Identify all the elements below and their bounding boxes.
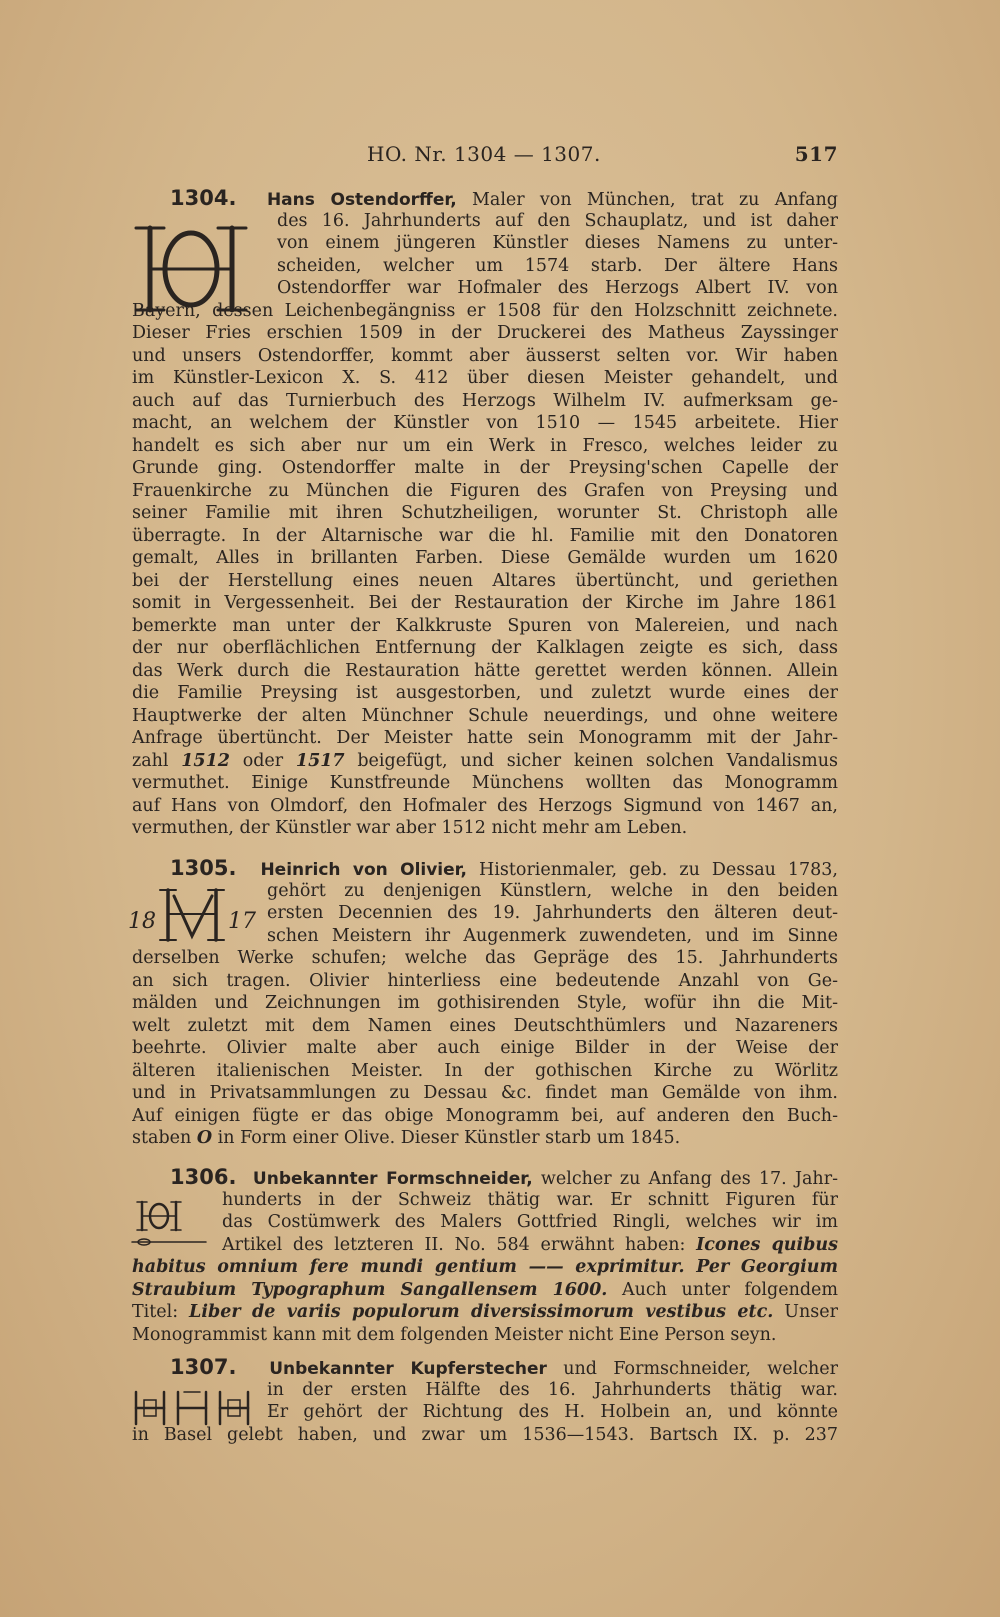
text-line: Monogrammist kann mit dem folgenden Meister nicht Eine Person seyn.: [132, 1324, 777, 1345]
text-line: und Formschneider, welcher: [563, 1359, 838, 1379]
text-line: Bayern, dessen Leichenbegängniss er 1508 für den Holzschnitt zeichnete.: [132, 300, 838, 321]
text-run: Auch unter folgendem: [607, 1279, 838, 1300]
text-line: Maler von München, trat zu Anfang: [471, 190, 838, 210]
italic-title: Liber de variis populorum diversissimorum vestibus etc.: [189, 1302, 774, 1322]
text-run: in Form einer Olive. Dieser Künstler starb um 1845.: [212, 1128, 681, 1148]
italic-year: 1512: [181, 750, 230, 771]
text-line: von einem jüngeren Künstler dieses Namens zu unter-: [277, 233, 838, 253]
italic-title: Icones quibus: [696, 1234, 838, 1255]
text-line: somit in Vergessenheit. Bei der Restauration der Kirche im Jahre 1861: [132, 593, 838, 613]
italic-letter: O: [196, 1128, 213, 1148]
text-line: in Basel gelebt haben, und zwar um 1536—1543. Bartsch IX. p. 237: [132, 1424, 838, 1445]
text-line: das Costümwerk des Malers Gottfried Ringli, welches wir im: [222, 1212, 838, 1232]
monogram-year-right: 17: [228, 909, 256, 934]
text-line: der nur oberflächlichen Entfernung der Kalklagen zeigte es sich, dass: [132, 638, 838, 658]
running-head-title: HO. Nr. 1304 — 1307.: [367, 142, 601, 166]
text-line: beehrte. Olivier malte aber auch einige Bilder in der Weise der: [132, 1038, 838, 1058]
text-line: schen Meistern ihr Augenmerk zuwendeten, und im Sinne: [267, 925, 838, 946]
text-line: Frauenkirche zu München die Figuren des Grafen von Preysing und: [132, 480, 838, 501]
text-line: welcher zu Anfang des 17. Jahr-: [540, 1169, 838, 1189]
text-line: an sich tragen. Olivier hinterliess eine bedeutende Anzahl von Ge-: [132, 970, 838, 991]
entry-number: 1306.: [170, 1166, 237, 1189]
text-run: Titel:: [132, 1302, 190, 1322]
page-number: 517: [794, 142, 838, 166]
text-line: derselben Werke schufen; welche das Gepräge des 15. Jahrhunderts: [132, 948, 838, 968]
entry-number: 1307.: [170, 1356, 237, 1379]
text-run: oder: [229, 750, 296, 771]
text-line: Auf einigen fügte er das obige Monogramm bei, auf anderen den Buch-: [132, 1105, 838, 1126]
entry-number: 1305.: [170, 857, 237, 880]
text-line: überragte. In der Altarnische war die hl. Familie mit den Donatoren: [132, 525, 838, 546]
text-line: scheiden, welcher um 1574 starb. Der ältere Hans: [277, 255, 838, 276]
entry-1304: [132, 187, 838, 840]
monogram-year-left: 18: [128, 909, 156, 934]
artist-name: Hans Ostendorffer,: [266, 190, 457, 210]
text-line: im Künstler-Lexicon X. S. 412 über diesen Meister gehandelt, und: [132, 368, 838, 388]
italic-year: 1517: [295, 750, 345, 771]
text-line: bemerkte man unter der Kalkkruste Spuren von Malereien, und nach: [132, 615, 838, 636]
text-line: [132, 1127, 838, 1150]
text-line: Hauptwerke der alten Münchner Schule neuerdings, und ohne weitere: [132, 705, 838, 726]
text-line: das Werk durch die Restauration hätte gerettet werden können. Allein: [132, 660, 838, 681]
text-line: mälden und Zeichnungen im gothisirenden Style, wofür ihn die Mit-: [132, 993, 838, 1013]
italic-title: habitus omnium fere mundi gentium —— exprimitur. Per Georgium: [132, 1257, 838, 1277]
text-line: seiner Familie mit ihren Schutzheiligen, worunter St. Christoph alle: [132, 503, 838, 523]
text-line: älteren italienischen Meister. In der gothischen Kirche zu Wörlitz: [132, 1060, 838, 1081]
text-line: Er gehört der Richtung des H. Holbein an, und könnte: [267, 1402, 838, 1422]
text-line: hunderts in der Schweiz thätig war. Er schnitt Figuren für: [222, 1189, 838, 1210]
text-line: und in Privatsammlungen zu Dessau &c. findet man Gemälde von ihm.: [132, 1083, 838, 1103]
text-line: [132, 1234, 838, 1257]
text-line: [132, 1256, 838, 1279]
text-line: auch auf das Turnierbuch des Herzogs Wilhelm IV. aufmerksam ge-: [132, 390, 838, 411]
entry-1305: [132, 857, 838, 1150]
text-run: staben: [132, 1128, 197, 1148]
text-line: Ostendorffer war Hofmaler des Herzogs Albert IV. von: [277, 278, 838, 298]
text-line: gemalt, Alles in brillanten Farben. Diese Gemälde wurden um 1620: [132, 548, 838, 568]
text-line: Historienmaler, geb. zu Dessau 1783,: [479, 860, 838, 880]
text-line: gehört zu denjenigen Künstlern, welche in den beiden: [267, 880, 838, 901]
text-line: und unsers Ostendorffer, kommt aber äusserst selten vor. Wir haben: [132, 345, 838, 366]
text-line: Grunde ging. Ostendorffer malte in der Preysing'schen Capelle der: [132, 458, 838, 478]
entry-1306: [132, 1166, 838, 1346]
entry-1307: [132, 1356, 838, 1446]
text-line: auf Hans von Olmdorf, den Hofmaler des Herzogs Sigmund von 1467 an,: [132, 795, 838, 816]
italic-title: Straubium Typographum Sangallensem 1600.: [132, 1279, 608, 1300]
text-run: zahl: [132, 750, 182, 771]
running-head: [132, 142, 838, 172]
text-line: welt zuletzt mit dem Namen eines Deutschthümlers und Nazareners: [132, 1015, 838, 1036]
artist-name: Unbekannter Kupferstecher: [269, 1359, 547, 1379]
artist-name: Heinrich von Olivier,: [260, 860, 468, 880]
text-line: die Familie Preysing ist ausgestorben, und zuletzt wurde eines der: [132, 683, 838, 703]
text-line: in der ersten Hälfte des 16. Jahrhunderts thätig war.: [267, 1379, 838, 1400]
artist-name: Unbekannter Formschneider,: [252, 1169, 533, 1189]
text-line: bei der Herstellung eines neuen Altares übertüncht, und geriethen: [132, 570, 838, 591]
text-line: [132, 1301, 838, 1324]
entry-number: 1304.: [170, 187, 237, 210]
text-run: Artikel des letzteren II. No. 584 erwähnt haben:: [222, 1234, 697, 1255]
text-line: Anfrage übertüncht. Der Meister hatte sein Monogramm mit der Jahr-: [132, 728, 838, 748]
text-line: macht, an welchem der Künstler von 1510 — 1545 arbeitete. Hier: [132, 413, 838, 433]
text-line: [132, 1279, 838, 1302]
text-line: ersten Decennien des 19. Jahrhunderts den älteren deut-: [267, 903, 838, 923]
text-line: Dieser Fries erschien 1509 in der Druckerei des Matheus Zayssinger: [132, 323, 838, 343]
text-line: des 16. Jahrhunderts auf den Schauplatz, und ist daher: [277, 210, 838, 231]
text-line: handelt es sich aber nur um ein Werk in Fresco, welches leider zu: [132, 435, 838, 456]
text-run: beigefügt, und sicher keinen solchen Vandalismus: [344, 750, 838, 771]
text-line: [132, 750, 838, 773]
text-line: vermuthen, der Künstler war aber 1512 nicht mehr am Leben.: [132, 818, 688, 838]
text-run: Unser: [773, 1302, 838, 1322]
text-line: vermuthet. Einige Kunstfreunde Münchens wollten das Monogramm: [132, 773, 838, 793]
